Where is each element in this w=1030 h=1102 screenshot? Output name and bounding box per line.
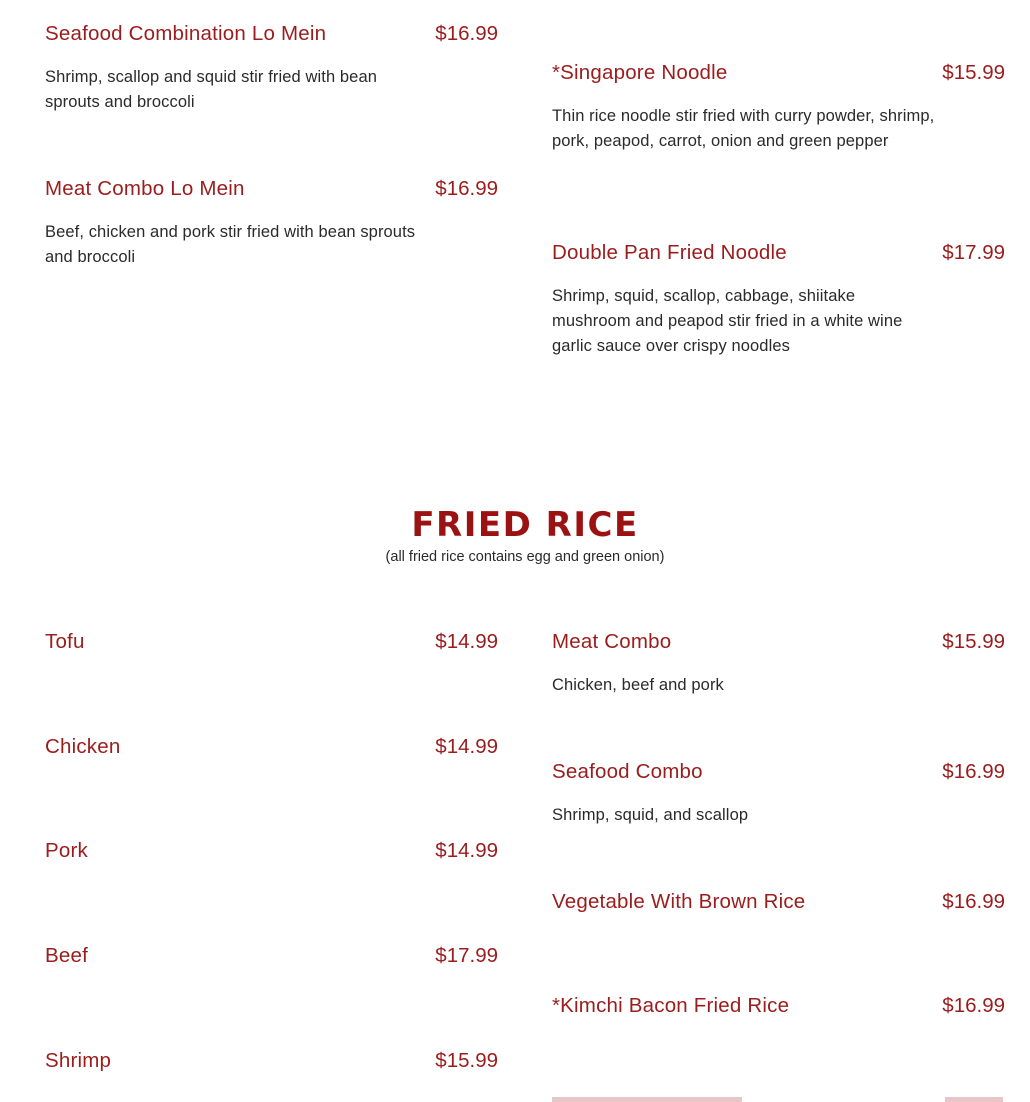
item-name: Seafood Combination Lo Mein — [45, 22, 327, 45]
item-price: $16.99 — [942, 890, 1005, 913]
item-name: *Kimchi Bacon Fried Rice — [552, 994, 790, 1017]
item-name: Meat Combo — [552, 630, 672, 653]
item-description: Shrimp, squid, and scallop — [552, 806, 749, 824]
item-description: Beef, chicken and pork stir fried with bean sprouts and broccoli — [45, 223, 416, 266]
item-price: $14.99 — [435, 630, 498, 653]
menu-item — [552, 61, 1005, 154]
item-price: $16.99 — [435, 177, 498, 200]
item-price: $16.99 — [942, 994, 1005, 1017]
item-name: Vegetable With Brown Rice — [552, 890, 806, 913]
item-name: Chicken — [45, 735, 121, 758]
item-price: $17.99 — [942, 241, 1005, 264]
item-name: *Singapore Noodle — [552, 61, 728, 84]
menu-item — [45, 839, 498, 863]
item-description: Shrimp, squid, scallop, cabbage, shiitake mushroom and peapod stir fried in a white wine garlic sauce over crispy noodles — [552, 287, 903, 355]
menu-item — [552, 890, 1005, 914]
menu-item — [45, 1049, 498, 1073]
item-description: Thin rice noodle stir fried with curry powder, shrimp, pork, peapod, carrot, onion and green pepper — [552, 107, 935, 150]
item-name: Pork — [45, 839, 88, 862]
item-price: $15.99 — [942, 630, 1005, 653]
menu-item — [45, 735, 498, 759]
clipped-menu-price — [945, 1097, 1003, 1102]
menu-item — [552, 630, 1005, 698]
item-price: $17.99 — [435, 944, 498, 967]
section-note: (all fried rice contains egg and green onion) — [385, 549, 665, 565]
item-price: $14.99 — [435, 735, 498, 758]
item-name: Double Pan Fried Noodle — [552, 241, 787, 264]
item-price: $15.99 — [942, 61, 1005, 84]
menu-item — [45, 630, 498, 654]
item-name: Shrimp — [45, 1049, 112, 1072]
item-price: $16.99 — [942, 760, 1005, 783]
item-description: Shrimp, scallop and squid stir fried with bean sprouts and broccoli — [45, 68, 378, 111]
clipped-menu-item — [552, 1097, 742, 1102]
item-name: Seafood Combo — [552, 760, 703, 783]
menu-item — [45, 944, 498, 968]
item-name: Meat Combo Lo Mein — [45, 177, 245, 200]
menu-item — [45, 177, 498, 270]
section-title: FRIED RICE — [411, 505, 639, 545]
menu-item — [552, 994, 1005, 1018]
item-price: $16.99 — [435, 22, 498, 45]
item-price: $15.99 — [435, 1049, 498, 1072]
menu-item — [552, 241, 1005, 359]
item-name: Tofu — [45, 630, 85, 653]
menu-item — [552, 760, 1005, 828]
item-description: Chicken, beef and pork — [552, 676, 724, 694]
item-price: $14.99 — [435, 839, 498, 862]
item-name: Beef — [45, 944, 88, 967]
menu-item — [45, 22, 498, 115]
